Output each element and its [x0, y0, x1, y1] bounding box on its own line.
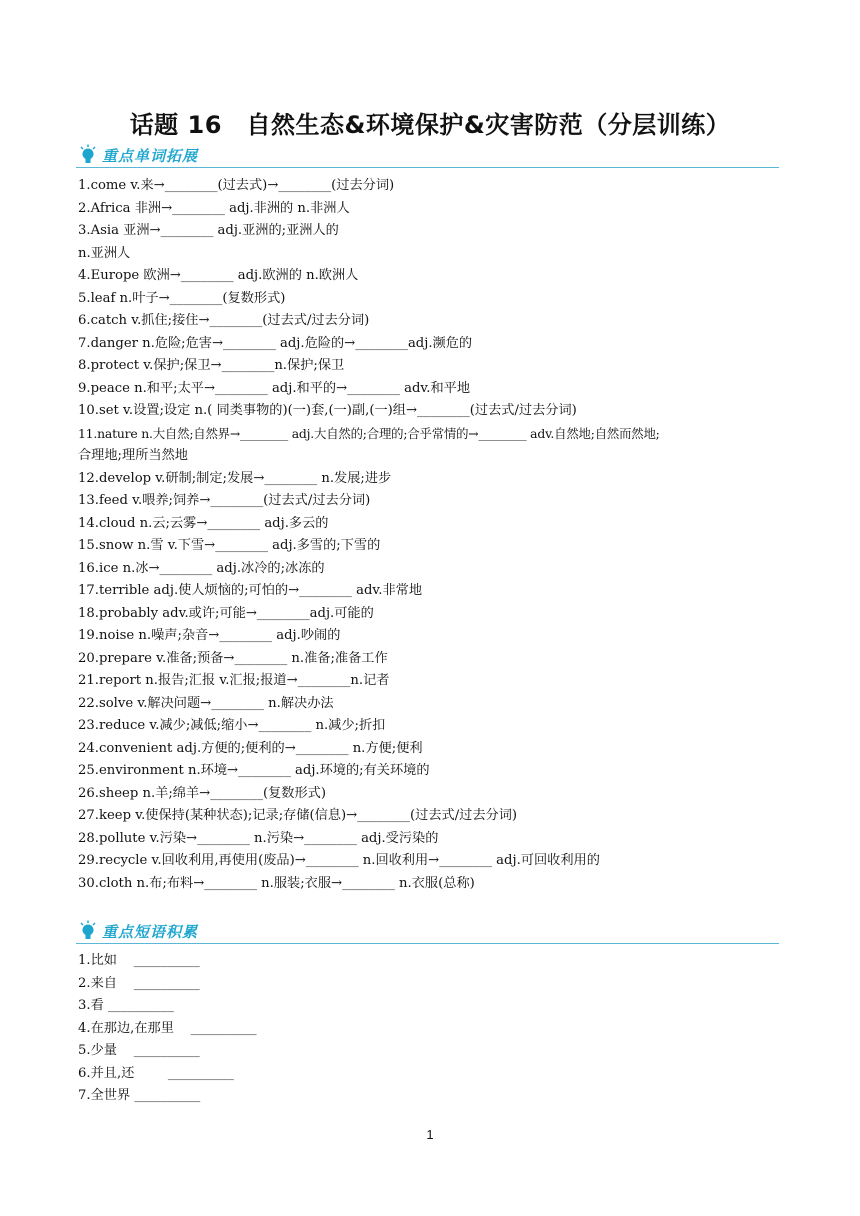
vocab-item: 8.protect v.保护;保卫→________n.保护;保卫: [78, 358, 345, 373]
phrase-list: [78, 950, 778, 1108]
vocab-item: 12.develop v.研制;制定;发展→________ n.发展;进步: [78, 470, 392, 486]
vocab-item: 1.come v.来→________(过去式)→________(过去分词): [78, 178, 395, 193]
phrase-item: 4.在那边,在那里 __________: [78, 1020, 257, 1036]
vocab-item: 10.set v.设置;设定 n.( 同类事物的)(一)套,(一)副,(一)组→________(过去式/过去分词): [78, 403, 577, 418]
vocab-item: 15.snow n.雪 v.下雪→________ adj.多雪的;下雪的: [78, 538, 381, 553]
vocab-item: 23.reduce v.减少;减低;缩小→________ n.减少;折扣: [78, 718, 386, 733]
vocab-item: 30.cloth n.布;布料→________ n.服装;衣服→________ n.衣服(总称): [78, 875, 475, 891]
phrase-item: 2.来自 __________: [78, 975, 200, 991]
vocab-item: 7.danger n.危险;危害→________ adj.危险的→________adj.濒危的: [78, 335, 473, 351]
vocab-item: 29.recycle v.回收利用,再使用(废品)→________ n.回收利用→________ adj.可回收利用的: [78, 853, 600, 868]
vocab-item: 合理地;理所当然地: [78, 448, 188, 463]
vocab-item: 3.Asia 亚洲→________ adj.亚洲的;亚洲人的: [78, 223, 339, 238]
vocab-item: 27.keep v.使保持(某种状态);记录;存储(信息)→________(过去式/过去分词): [78, 808, 518, 823]
vocab-item: 19.noise n.噪声;杂音→________ adj.吵闹的: [78, 628, 341, 643]
vocab-item: 24.convenient adj.方便的;便利的→________ n.方便;便利: [78, 740, 423, 756]
vocab-item: 18.probably adv.或许;可能→________adj.可能的: [78, 605, 374, 621]
phrase-item: 5.少量 __________: [78, 1043, 200, 1058]
vocab-item: 5.leaf n.叶子→________(复数形式): [78, 290, 286, 306]
phrase-section-label: 重点短语积累: [102, 923, 199, 941]
vocab-section-header: [76, 144, 779, 168]
page-number: 1: [426, 1127, 434, 1142]
vocab-item: 14.cloud n.云;云雾→________ adj.多云的: [78, 515, 329, 531]
section-divider: [76, 943, 779, 945]
lightbulb-icon: [78, 920, 98, 942]
vocab-item: 11.nature n.大自然;自然界→________ adj.大自然的;合理的;合乎常情的→________ adv.自然地;自然而然地;: [78, 425, 660, 441]
phrase-section-header: [76, 920, 779, 944]
vocab-item: 17.terrible adj.使人烦恼的;可怕的→________ adv.非常地: [78, 583, 423, 598]
vocab-list: [78, 175, 790, 895]
phrase-item: 7.全世界 __________: [78, 1088, 201, 1103]
vocab-item: 25.environment n.环境→________ adj.环境的;有关环境的: [78, 763, 430, 778]
lightbulb-icon: [78, 144, 98, 166]
vocab-item: 9.peace n.和平;太平→________ adj.和平的→________ adv.和平地: [78, 380, 471, 396]
phrase-item: 1.比如 __________: [78, 953, 200, 968]
vocab-item: 22.solve v.解决问题→________ n.解决办法: [78, 695, 334, 711]
vocab-item: 21.report n.报告;汇报 v.汇报;报道→________n.记者: [78, 673, 390, 688]
vocab-item: 6.catch v.抓住;接住→________(过去式/过去分词): [78, 313, 370, 328]
section-divider: [76, 167, 779, 169]
vocab-item: 20.prepare v.准备;预备→________ n.准备;准备工作: [78, 650, 388, 666]
phrase-item: 6.并且,还 __________: [78, 1065, 234, 1081]
vocab-item: n.亚洲人: [78, 245, 131, 261]
vocab-item: 2.Africa 非洲→________ adj.非洲的 n.非洲人: [78, 200, 350, 216]
vocab-item: 16.ice n.冰→________ adj.冰冷的;冰冻的: [78, 560, 325, 576]
vocab-item: 13.feed v.喂养;饲养→________(过去式/过去分词): [78, 493, 371, 508]
vocab-item: 28.pollute v.污染→________ n.污染→________ adj.受污染的: [78, 830, 439, 846]
page-title: 话题 16 自然生态&环境保护&灾害防范（分层训练）: [129, 111, 731, 139]
vocab-section-label: 重点单词拓展: [102, 147, 199, 165]
vocab-item: 4.Europe 欧洲→________ adj.欧洲的 n.欧洲人: [78, 268, 359, 283]
phrase-item: 3.看 __________: [78, 998, 174, 1013]
vocab-item: 26.sheep n.羊;绵羊→________(复数形式): [78, 785, 327, 801]
